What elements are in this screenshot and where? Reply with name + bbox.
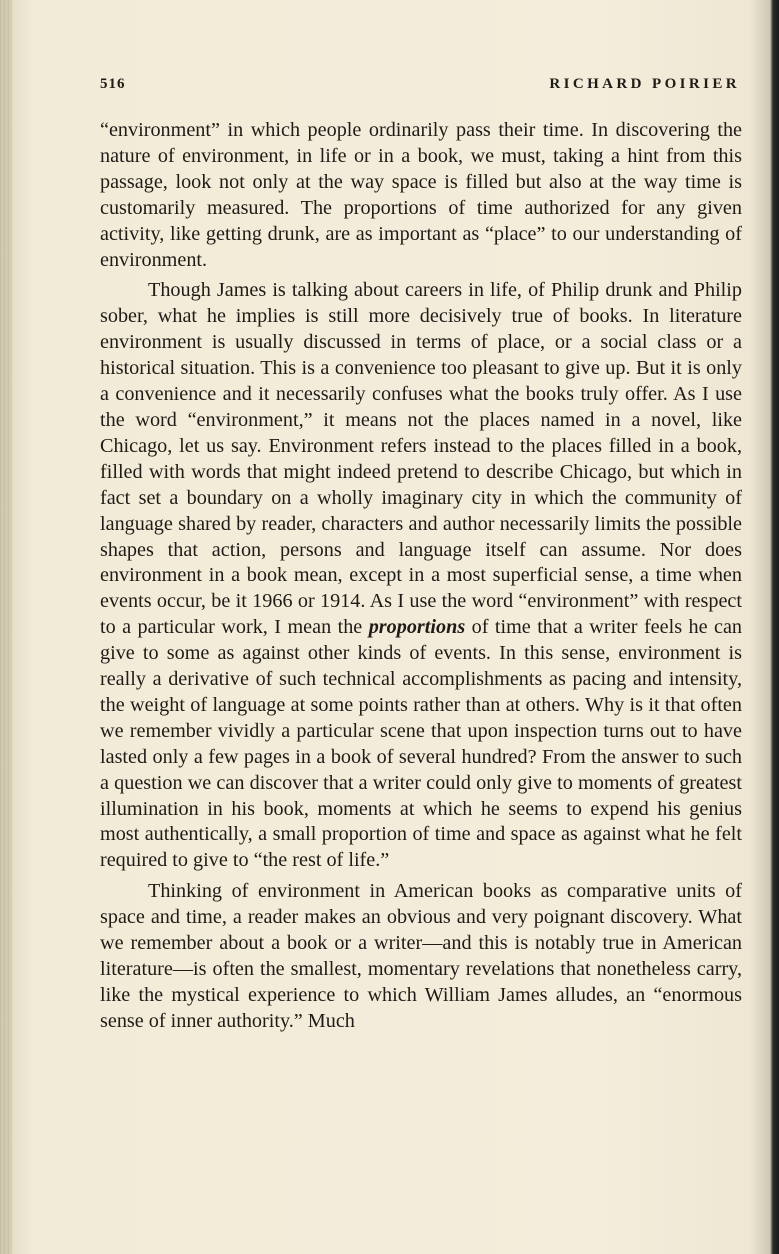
paragraph-1-text: “environment” in which people ordinarily pass their time. In discovering the nature of environment, in life or in a book, we must, taking a hint from this passage, look not only at the way space is filled but also at the way time is customarily measured. The proportions of time authorized for any given activity, like getting drunk, are as important as “place” to our understanding of environment. — [100, 119, 742, 271]
emphasized-word-proportions: proportions — [368, 616, 466, 639]
paragraph-2-text-b: of time that a writer feels he can give to some as against other kinds of events. In this sense, environment is really a derivative of such technical accomplishments as pacing and intensity, the weight of language at some points rather than at others. Why is it that often we remember vividly a particular scene that upon inspection turns out to have lasted only a few pages in a book of several hundred? From the answer to such a question we can discover that a writer could only give to moments of greatest illumination in his book, moments at which he seems to expend his genius most authentically, a small proportion of time and space as against what he felt required to give to “the rest of life.” — [100, 616, 742, 872]
page-header — [100, 76, 740, 100]
paragraph-3 — [100, 879, 742, 1034]
body-text — [100, 118, 742, 1040]
book-gutter — [0, 0, 12, 1254]
paragraph-2 — [100, 278, 742, 874]
paragraph-2-text-a: Though James is talking about careers in life, of Philip drunk and Philip sober, what he implies is still more decisively true of books. In literature environment is usually discussed in terms of place, or a social class or a historical situation. This is a convenience too pleasant to give up. But it is only a convenience and it necessarily confuses what the books truly offer. As I use the word “environment,” it means not the places named in a novel, like Chicago, let us say. Environment refers instead to the places filled in a book, filled with words that might indeed pretend to describe Chicago, but which in fact set a boundary on a wholly imaginary city in which the community of language shared by reader, characters and author necessarily limits the possible shapes that action, persons and language itself can assume. Nor does environment in a book mean, except in a most superficial sense, a time when events occur, be it 1966 or 1914. As I use the word “environment” with respect to a particular work, I mean the — [100, 279, 742, 639]
running-head-author: RICHARD POIRIER — [549, 76, 740, 92]
paragraph-1 — [100, 118, 742, 273]
paragraph-3-text: Thinking of environment in American books as comparative units of space and time, a reader makes an obvious and very poignant discovery. What we remember about a book or a writer—and this is notably true in American literature—is often the smallest, momentary revelations that nonetheless carry, like the mystical experience to which William James alludes, an “enormous sense of inner authority.” Much — [100, 880, 742, 1032]
page-number: 516 — [100, 76, 126, 92]
